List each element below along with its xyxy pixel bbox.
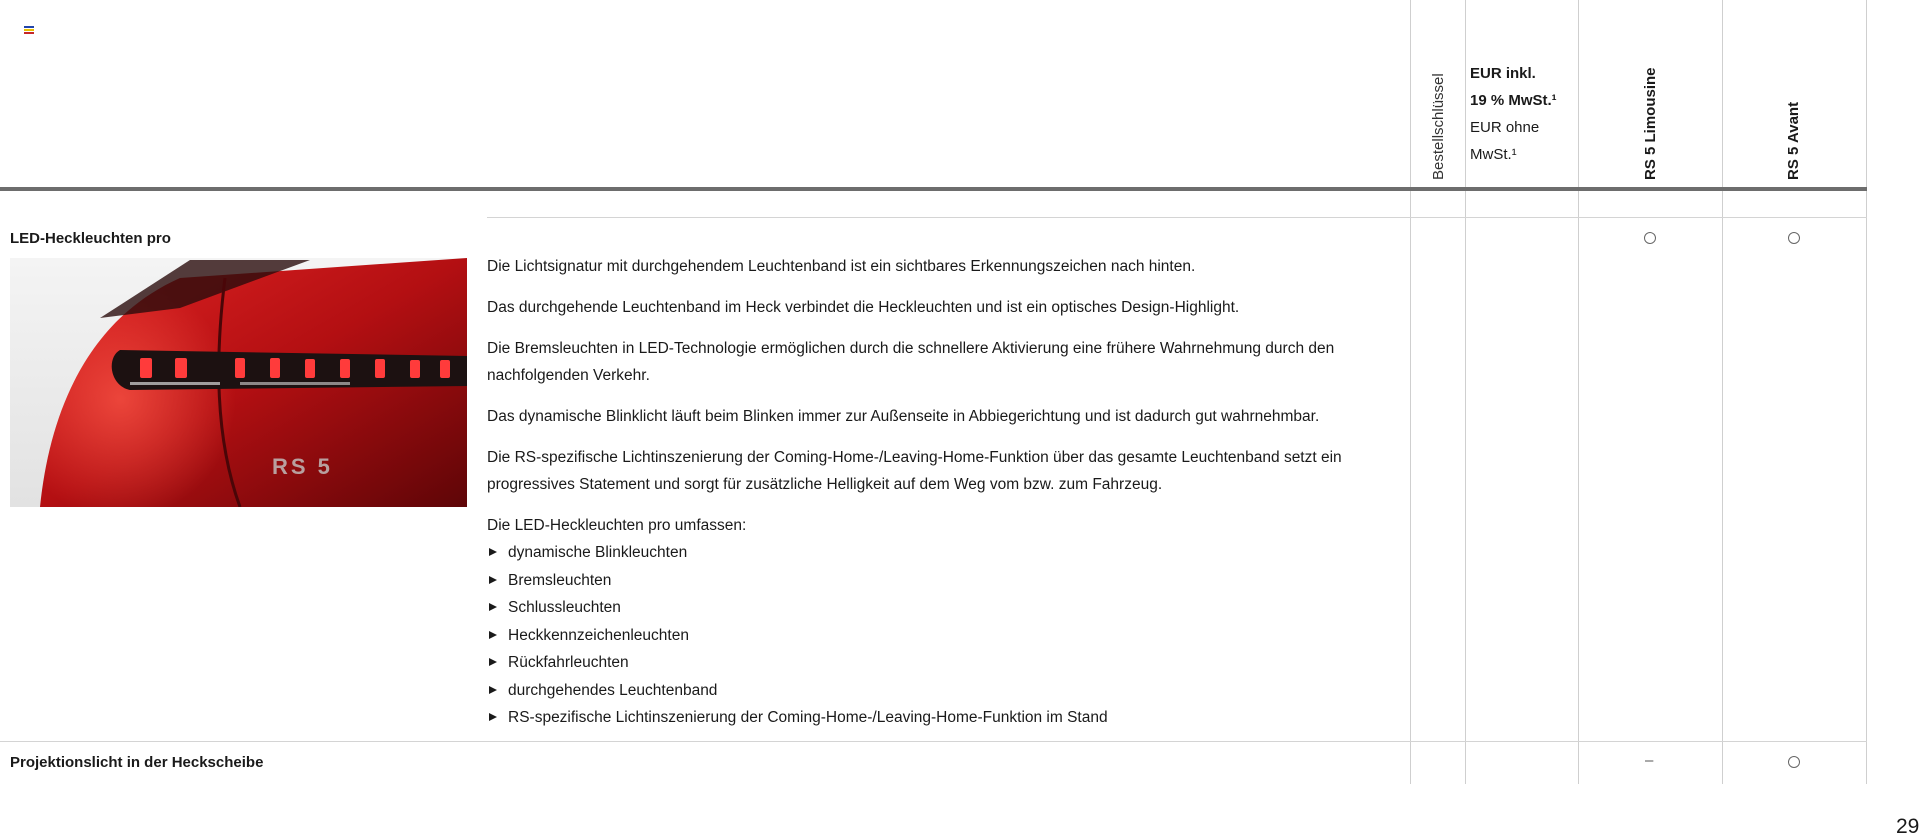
column-divider <box>1866 0 1867 784</box>
optional-circle-icon <box>1788 232 1800 244</box>
list-item: RS-spezifische Lichtinszenierung der Coming-Home-/Leaving-Home-Funktion im Stand <box>487 704 1407 732</box>
row-divider <box>0 741 1867 742</box>
price-header: EUR inkl. 19 % MwSt.¹ EUR ohne MwSt.¹ <box>1470 65 1557 163</box>
row-divider <box>487 217 1410 218</box>
column-divider <box>1578 0 1579 784</box>
description-paragraph: Die Lichtsignatur mit durchgehendem Leuchtenband ist ein sichtbares Erkennungszeichen nach hinten. <box>487 258 1196 275</box>
column-divider <box>1465 0 1466 784</box>
optional-circle-icon <box>1644 232 1656 244</box>
description-paragraph: Das durchgehende Leuchtenband im Heck verbindet die Heckleuchten und ist ein optisches Design-Highlight. <box>487 299 1240 316</box>
page-number: 29 <box>1896 815 1920 838</box>
header-rule <box>0 187 1867 191</box>
description-paragraph: Die Bremsleuchten in LED-Technologie ermöglichen durch die schnellere Aktivierung eine frühere Wahrnehmung durch den nachfolgenden Verkehr. <box>487 340 1335 384</box>
column-divider <box>1410 0 1411 784</box>
description-paragraph: Das dynamische Blinklicht läuft beim Blinken immer zur Außenseite in Abbiegerichtung und ist dadurch gut wahrnehmbar. <box>487 408 1320 425</box>
row-title: LED-Heckleuchten pro <box>10 230 171 247</box>
menu-icon[interactable] <box>24 26 34 34</box>
row-divider <box>1410 217 1867 218</box>
model-header-avant: RS 5 Avant <box>1785 101 1802 180</box>
list-item: dynamische Blinkleuchten <box>487 539 1407 567</box>
taillight-photo <box>10 258 467 507</box>
list-item: Bremsleuchten <box>487 567 1407 595</box>
row-title: Projektionslicht in der Heckscheibe <box>10 754 264 771</box>
description-paragraph: Die RS-spezifische Lichtinszenierung der Coming-Home-/Leaving-Home-Funktion über das gesamte Leuchtenband setzt ein progressives Statement und sorgt für zusätzliche Helligkeit auf dem Weg vom bzw. zum Fahrzeug. <box>487 449 1342 493</box>
description-paragraph: Die LED-Heckleuchten pro umfassen: <box>487 517 747 534</box>
not-available-dash: – <box>1645 752 1654 769</box>
column-divider <box>1722 0 1723 784</box>
list-item: Heckkennzeichenleuchten <box>487 622 1407 650</box>
optional-circle-icon <box>1788 756 1800 768</box>
list-item: Schlussleuchten <box>487 594 1407 622</box>
svg-text:RS 5: RS 5 <box>272 454 333 479</box>
description-text <box>487 253 1407 732</box>
list-item: Rückfahrleuchten <box>487 649 1407 677</box>
list-item: durchgehendes Leuchtenband <box>487 677 1407 705</box>
feature-list <box>487 539 1407 732</box>
model-header-limousine: RS 5 Limousine <box>1642 67 1659 180</box>
order-key-header: Bestellschlüssel <box>1430 73 1447 180</box>
